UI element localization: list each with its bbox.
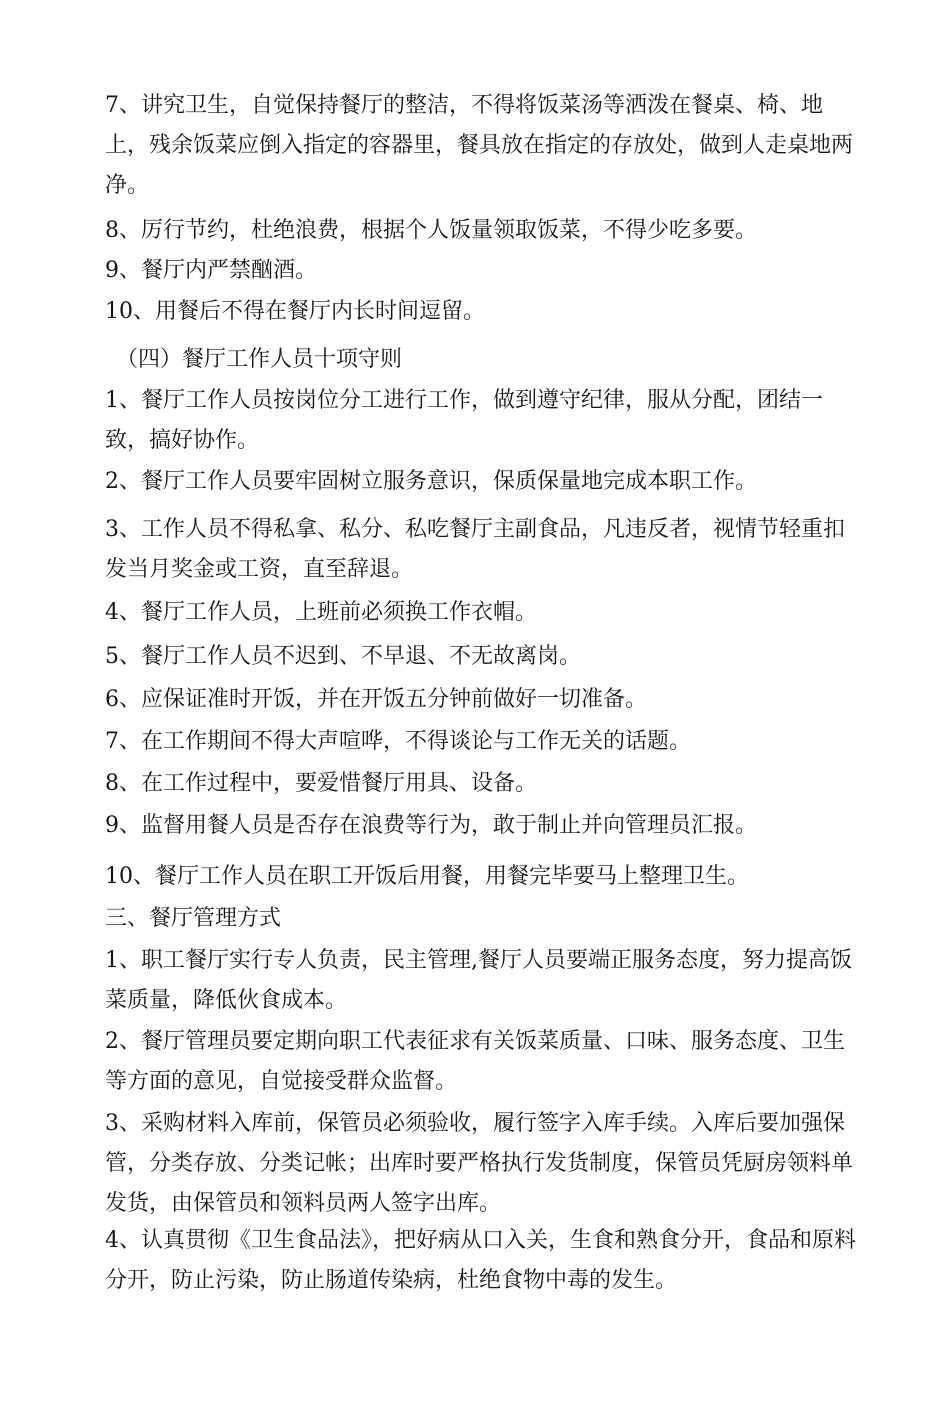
management-heading: 三、餐厅管理方式: [105, 906, 282, 931]
staff-rule-6: 6、应保证准时开饭，并在开饭五分钟前做好一切准备。: [105, 687, 647, 712]
staff-rule-1: 1、餐厅工作人员按岗位分工进行工作，做到遵守纪律，服从分配，团结一致，搞好协作。: [105, 388, 823, 453]
management-3: 3、采购材料入库前，保管员必须验收，履行签字入库手续。入库后要加强保管，分类存放、分类记帐；出库时要严格执行发货制度，保管员凭厨房领料单发货，由保管员和领料员两人签字出库。: [105, 1111, 854, 1216]
staff-rule-4: 4、餐厅工作人员，上班前必须换工作衣帽。: [105, 600, 537, 625]
staff-rule-7: 7、在工作期间不得大声喧哗，不得谈论与工作无关的话题。: [105, 729, 691, 754]
management-2: 2、餐厅管理员要定期向职工代表征求有关饭菜质量、口味、服务态度、卫生等方面的意见，自觉接受群众监督。: [105, 1029, 845, 1094]
staff-rule-9: 9、监督用餐人员是否存在浪费等行为，敢于制止并向管理员汇报。: [105, 813, 757, 838]
staff-rule-3: 3、工作人员不得私拿、私分、私吃餐厅主副食品，凡违反者，视情节轻重扣发当月奖金或工资，直至辞退。: [105, 517, 845, 582]
staff-rule-5: 5、餐厅工作人员不迟到、不早退、不无故离岗。: [105, 644, 581, 669]
staff-rule-8: 8、在工作过程中，要爱惜餐厅用具、设备。: [105, 771, 537, 796]
management-4: 4、认真贯彻《卫生食品法》，把好病从口入关，生食和熟食分开，食品和原料分开，防止污染，防止肠道传染病，杜绝食物中毒的发生。: [105, 1228, 856, 1293]
dining-rule-9: 9、餐厅内严禁酗酒。: [105, 258, 317, 283]
dining-rule-7: 7、讲究卫生，自觉保持餐厅的整洁，不得将饭菜汤等洒泼在餐桌、椅、地上，残余饭菜应倒入指定的容器里，餐具放在指定的存放处，做到人走桌地两净。: [105, 93, 854, 198]
staff-rule-2: 2、餐厅工作人员要牢固树立服务意识，保质保量地完成本职工作。: [105, 469, 757, 494]
dining-rule-10: 10、用餐后不得在餐厅内长时间逗留。: [105, 299, 485, 324]
staff-rule-10: 10、餐厅工作人员在职工开饭后用餐，用餐完毕要马上整理卫生。: [105, 864, 749, 889]
dining-rule-8: 8、厉行节约，杜绝浪费，根据个人饭量领取饭菜，不得少吃多要。: [105, 218, 757, 243]
management-1: 1、职工餐厅实行专人负责，民主管理,餐厅人员要端正服务态度，努力提高饭菜质量，降低伙食成本。: [105, 948, 852, 1013]
staff-rules-heading: （四）餐厅工作人员十项守则: [116, 347, 403, 372]
